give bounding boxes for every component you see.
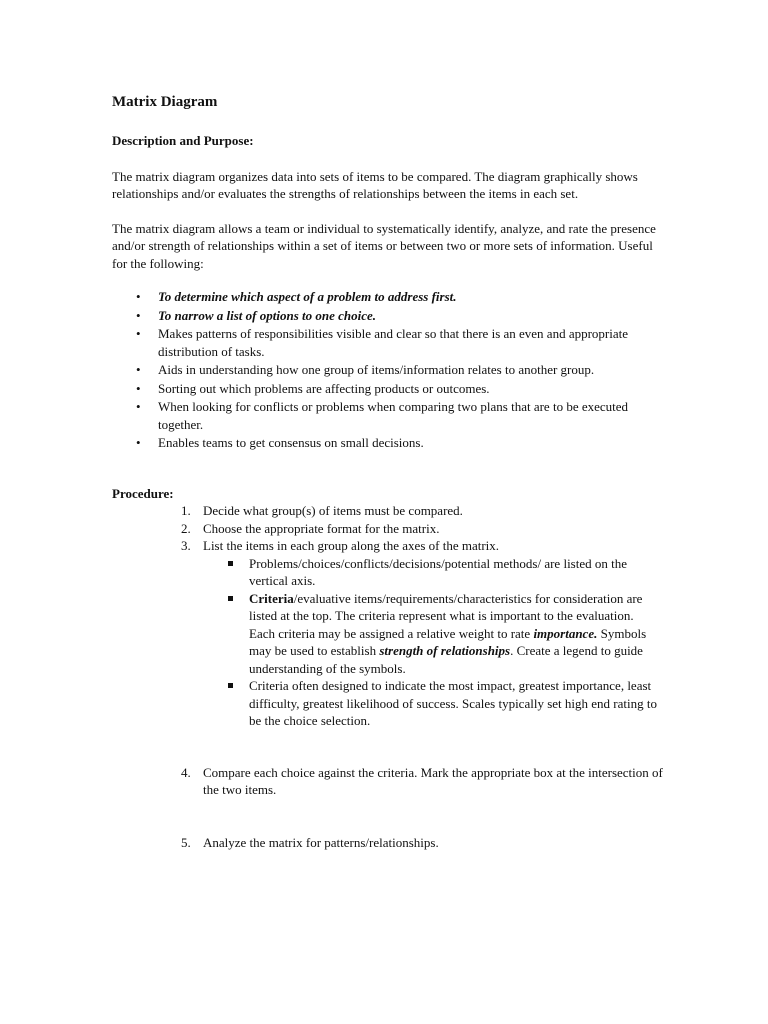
- list-item-text: Aids in understanding how one group of items/information relates to another group.: [158, 362, 595, 377]
- list-item: [112, 307, 668, 325]
- step-number: 4.: [181, 764, 191, 780]
- step-number: 1.: [181, 503, 191, 518]
- bullet-icon: •: [136, 399, 141, 414]
- description-paragraph-2: The matrix diagram allows a team or individual to systematically identify, analyze, and rate the presence and/or strength of relationships within a set of items or between two or more sets of information. Useful for the following:: [112, 220, 656, 271]
- bullet-icon: •: [136, 289, 141, 304]
- list-item-text: To narrow a list of options to one choice.: [158, 307, 377, 323]
- step-3-subitems: [203, 555, 668, 730]
- step-number: 3.: [181, 538, 191, 553]
- list-item-text: Enables teams to get consensus on small decisions.: [158, 435, 424, 450]
- list-item-text: Makes patterns of responsibilities visible and clear so that there is an even and appropriate distribution of tasks.: [158, 326, 629, 359]
- list-item: [112, 434, 668, 452]
- step-number: 5.: [181, 834, 191, 850]
- list-item: [112, 288, 668, 306]
- list-item-text: To determine which aspect of a problem to address first.: [158, 289, 457, 304]
- criteria-label: Criteria: [249, 590, 294, 606]
- bullet-icon: •: [136, 307, 141, 323]
- description-paragraph-1: The matrix diagram organizes data into sets of items to be compared. The diagram graphically shows relationships and/or evaluates the strengths of relationships between the items in each set.: [112, 168, 638, 201]
- list-item: [112, 380, 668, 398]
- uses-list: [112, 288, 668, 452]
- list-item-text: Sorting out which problems are affecting products or outcomes.: [158, 380, 490, 396]
- procedure-step: [112, 502, 668, 520]
- step-text: Decide what group(s) of items must be compared.: [203, 503, 463, 518]
- list-item-text: When looking for conflicts or problems when comparing two plans that are to be executed together.: [158, 399, 629, 432]
- procedure-heading: Procedure:: [112, 485, 174, 501]
- page-title: Matrix Diagram: [112, 94, 218, 110]
- bullet-icon: •: [136, 380, 141, 396]
- step-text: List the items in each group along the axes of the matrix.: [203, 538, 500, 553]
- bullet-icon: •: [136, 435, 141, 450]
- step-text: Compare each choice against the criteria. Mark the appropriate box at the intersection of the two items.: [203, 764, 663, 797]
- bullet-icon: •: [136, 326, 141, 341]
- importance-emphasis: importance.: [533, 625, 598, 641]
- strength-emphasis: strength of relationships: [379, 643, 511, 658]
- bullet-icon: •: [136, 362, 141, 377]
- square-bullet-icon: [228, 561, 233, 566]
- list-item: [112, 325, 668, 360]
- procedure-step: [112, 764, 668, 799]
- square-bullet-icon: [228, 683, 233, 688]
- sub-list-item: [203, 555, 668, 590]
- sub-list-item: [203, 590, 668, 678]
- procedure-step: [112, 834, 668, 852]
- list-item: [112, 398, 668, 433]
- square-bullet-icon: [228, 596, 233, 601]
- procedure-step: [112, 520, 668, 538]
- procedure-steps: [112, 502, 668, 851]
- list-item: [112, 361, 668, 379]
- sub-list-item: [203, 677, 668, 730]
- sub-item-text: Symbols may be used to establish: [249, 625, 647, 658]
- description-heading: Description and Purpose:: [112, 133, 254, 148]
- step-text: Choose the appropriate format for the matrix.: [203, 520, 440, 536]
- sub-item-text: . Create a legend to guide understanding of the symbols.: [249, 643, 643, 676]
- procedure-step: [112, 537, 668, 730]
- sub-item-text: Problems/choices/conflicts/decisions/potential methods/ are listed on the vertical axis.: [249, 555, 628, 588]
- step-text: Analyze the matrix for patterns/relationships.: [203, 834, 439, 850]
- sub-item-text: /evaluative items/requirements/characteristics for consideration are listed at the top. The criteria represent what is important to the evaluation. Each criteria may be assigned a relative weight to rate: [249, 590, 643, 641]
- sub-item-text: Criteria often designed to indicate the most impact, greatest importance, least difficulty, greatest likelihood of success. Scales typically set high end rating to be the choice selection.: [249, 678, 657, 728]
- step-number: 2.: [181, 520, 191, 536]
